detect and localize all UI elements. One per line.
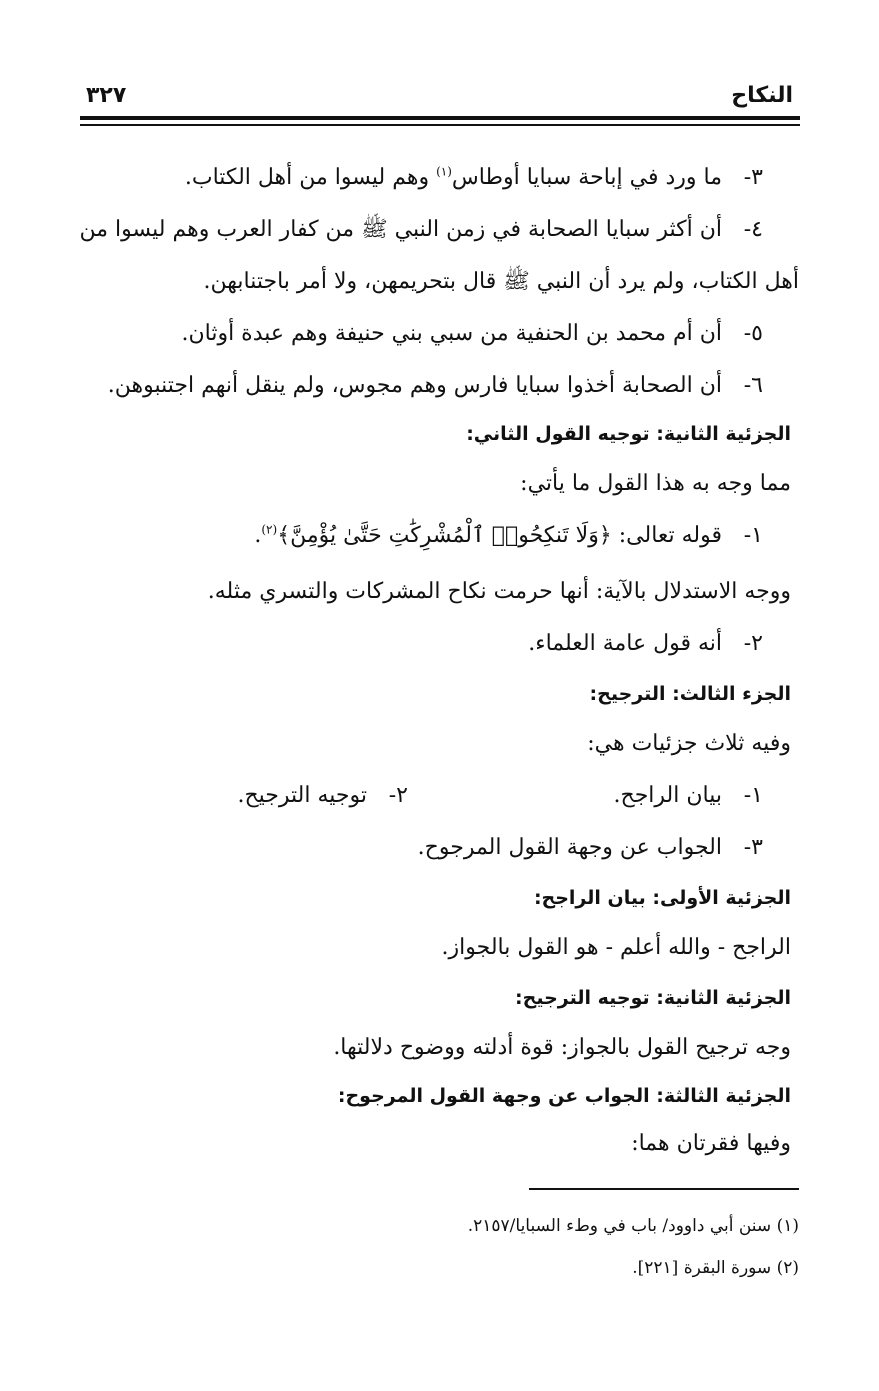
item-text: أن الصحابة أخذوا سبايا فارس وهم مجوس، ولم ينقل أنهم اجتنبوهن. <box>107 373 722 398</box>
item-number: ٥- <box>743 321 763 346</box>
quran-verse: قوله تعالى: ﴿وَلَا تَنكِحُوا۟ ٱلْمُشْرِكَٰتِ حَتَّىٰ يُؤْمِنَّ﴾ <box>277 523 722 548</box>
item-number: ٤- <box>743 217 763 242</box>
item-number: ٢- <box>743 631 763 656</box>
paragraph: وفيه ثلاث جزئيات هي: <box>587 731 791 756</box>
footnote-1: (١) سنن أبي داوود/ باب في وطء السبايا/٢١٥٧. <box>467 1216 799 1236</box>
list-item-5 <box>79 316 763 352</box>
sub-item-1: ١- بيان الراجح. <box>613 783 763 808</box>
sub-item-2: ٢- توجيه الترجيح. <box>237 783 408 808</box>
item-text: ما ورد في إباحة سبايا أوطاس <box>451 165 722 190</box>
proof-item-1: ١- قوله تعالى: ﴿وَلَا تَنكِحُوا۟ ٱلْمُشْرِكَٰتِ حَتَّىٰ يُؤْمِنَّ﴾$^{(٢)}$. <box>79 518 763 554</box>
footnote-2: (٢) سورة البقرة [٢٢١]. <box>632 1258 799 1278</box>
list-item-3 <box>79 160 763 196</box>
paragraph: ووجه الاستدلال بالآية: أنها حرمت نكاح المشركات والتسري مثله. <box>207 579 791 604</box>
paragraph: الراجح - والله أعلم - هو القول بالجواز. <box>441 935 791 960</box>
paragraph: وفيها فقرتان هما: <box>631 1131 791 1156</box>
item-text: أن أكثر سبايا الصحابة في زمن النبي ﷺ من كفار العرب وهم ليسوا من <box>79 217 722 242</box>
page-number: ٣٢٧ <box>86 83 127 108</box>
item-text: أنه قول عامة العلماء. <box>528 631 722 656</box>
section-heading: الجزئية الأولى: بيان الراجح: <box>533 887 791 909</box>
item-number: ١- <box>743 523 763 548</box>
paragraph: وجه ترجيح القول بالجواز: قوة أدلته ووضوح دلالتها. <box>333 1035 791 1060</box>
item-number: ٣- <box>743 165 763 190</box>
proof-item-2 <box>79 626 763 662</box>
footnote-ref-1[interactable]: (١) <box>436 164 452 179</box>
footnote-separator <box>529 1188 799 1190</box>
running-title: النكاح <box>731 83 793 108</box>
item-text-cont: وهم ليسوا من أهل الكتاب. <box>184 165 437 190</box>
section-heading: الجزء الثالث: الترجيح: <box>589 683 791 705</box>
sub-item-3: ٣- الجواب عن وجهة القول المرجوح. <box>417 835 763 860</box>
header-rule-thin <box>80 124 800 126</box>
section-heading: الجزئية الثانية: توجيه الترجيح: <box>515 987 791 1009</box>
paragraph: مما وجه به هذا القول ما يأتي: <box>520 471 791 496</box>
header-rule-thick <box>80 116 800 120</box>
section-heading: الجزئية الثانية: توجيه القول الثاني: <box>466 423 791 445</box>
item-text: أن أم محمد بن الحنفية من سبي بني حنيفة وهم عبدة أوثان. <box>181 321 722 346</box>
item-number: ٦- <box>743 373 763 398</box>
list-item-4 <box>79 212 763 248</box>
list-item-4-continuation: أهل الكتاب، ولم يرد أن النبي ﷺ قال بتحريمهن، ولا أمر باجتنابهن. <box>203 269 799 294</box>
list-item-6 <box>79 368 763 404</box>
section-heading: الجزئية الثالثة: الجواب عن وجهة القول المرجوح: <box>337 1085 791 1107</box>
footnote-ref-2[interactable]: (٢) <box>261 522 278 537</box>
